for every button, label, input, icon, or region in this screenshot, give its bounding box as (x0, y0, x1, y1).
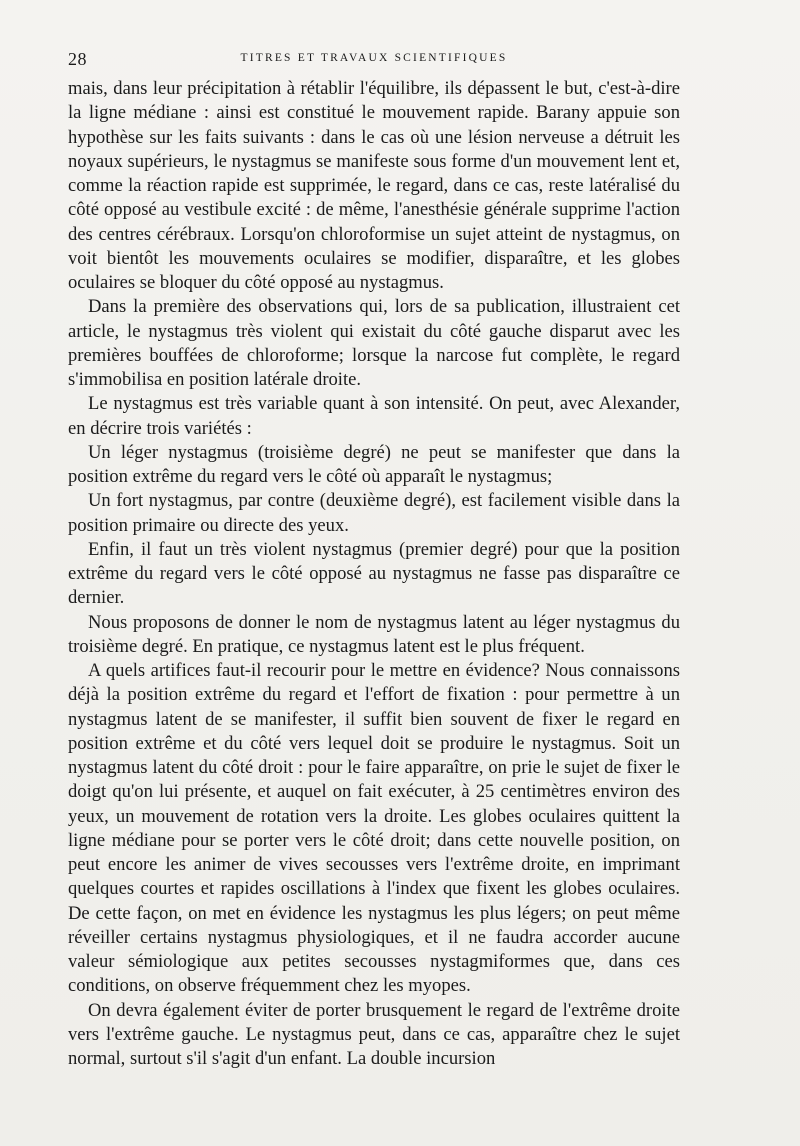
paragraph: Enfin, il faut un très violent nystagmus (premier degré) pour que la position extrême du regard vers le côté opposé au nystagmus ne fasse pas disparaître ce dernier. (68, 538, 680, 609)
page-header (68, 49, 680, 73)
paragraph: mais, dans leur précipitation à rétablir l'équilibre, ils dépassent le but, c'est-à-dire la ligne médiane : ainsi est constitué le mouvement rapide. Barany appuie son hypothèse sur les faits suivants : dans le cas où une lésion nerveuse a détruit les noyaux supérieurs, le nystagmus se manifeste sous forme d'un mouvement lent et, comme la réaction rapide est supprimée, le regard, dans ce cas, reste latéralisé du côté opposé au vestibule excité : de même, l'anesthésie générale supprime l'action des centres cérébraux. Lorsqu'on chloroformise un sujet atteint de nystagmus, on voit bientôt les mouvements oculaires se modifier, disparaître, et les globes oculaires se bloquer du côté opposé au nystagmus. (68, 78, 680, 293)
body-text (68, 77, 680, 1071)
running-head: TITRES ET TRAVAUX SCIENTIFIQUES (240, 52, 508, 64)
paragraph: Nous proposons de donner le nom de nystagmus latent au léger nystagmus du troisième degré. En pratique, ce nystagmus latent est le plus fréquent. (68, 611, 680, 657)
paragraph: Dans la première des observations qui, lors de sa publication, illustraient cet article, le nystagmus très violent qui existait du côté gauche disparut avec les premières bouffées de chloroforme; lorsque la narcose fut complète, le regard s'immobilisa en position latérale droite. (68, 296, 680, 390)
paragraph: A quels artifices faut-il recourir pour le mettre en évidence? Nous connaissons déjà la position extrême du regard et l'effort de fixation : pour permettre à un nystagmus latent de se manifester, il suffit bien souvent de fixer le regard en position extrême et du côté vers lequel doit se produire le nystagmus. Soit un nystagmus latent du côté droit : pour le faire apparaître, on prie le sujet de fixer le doigt qu'on lui présente, et auquel on fait exécuter, à 25 centimètres environ des yeux, un mouvement de rotation vers la droite. Les globes oculaires quittent la ligne médiane pour se porter vers le côté droit; dans cette nouvelle position, on peut encore les animer de vives secousses vers l'extrême droite, en imprimant quelques courtes et rapides oscillations à l'index que fixent les globes oculaires. De cette façon, on met en évidence les nystagmus les plus légers; on peut même réveiller certains nystagmus physiologiques, et il ne faudra accorder aucune valeur sémiologique aux petites secousses nystagmiformes que, dans ces conditions, on observe fréquemment chez les myopes. (68, 660, 680, 997)
paragraph: Le nystagmus est très variable quant à son intensité. On peut, avec Alexander, en décrire trois variétés : (68, 393, 680, 439)
paragraph: Un fort nystagmus, par contre (deuxième degré), est facilement visible dans la position primaire ou directe des yeux. (68, 490, 680, 536)
paragraph: On devra également éviter de porter brusquement le regard de l'extrême droite vers l'extrême gauche. Le nystagmus peut, dans ce cas, apparaître chez le sujet normal, surtout s'il s'agit d'un enfant. La double incursion (68, 999, 680, 1069)
paragraph: Un léger nystagmus (troisième degré) ne peut se manifester que dans la position extrême du regard vers le côté où apparaît le nystagmus; (68, 441, 680, 487)
page-number: 28 (68, 49, 87, 69)
